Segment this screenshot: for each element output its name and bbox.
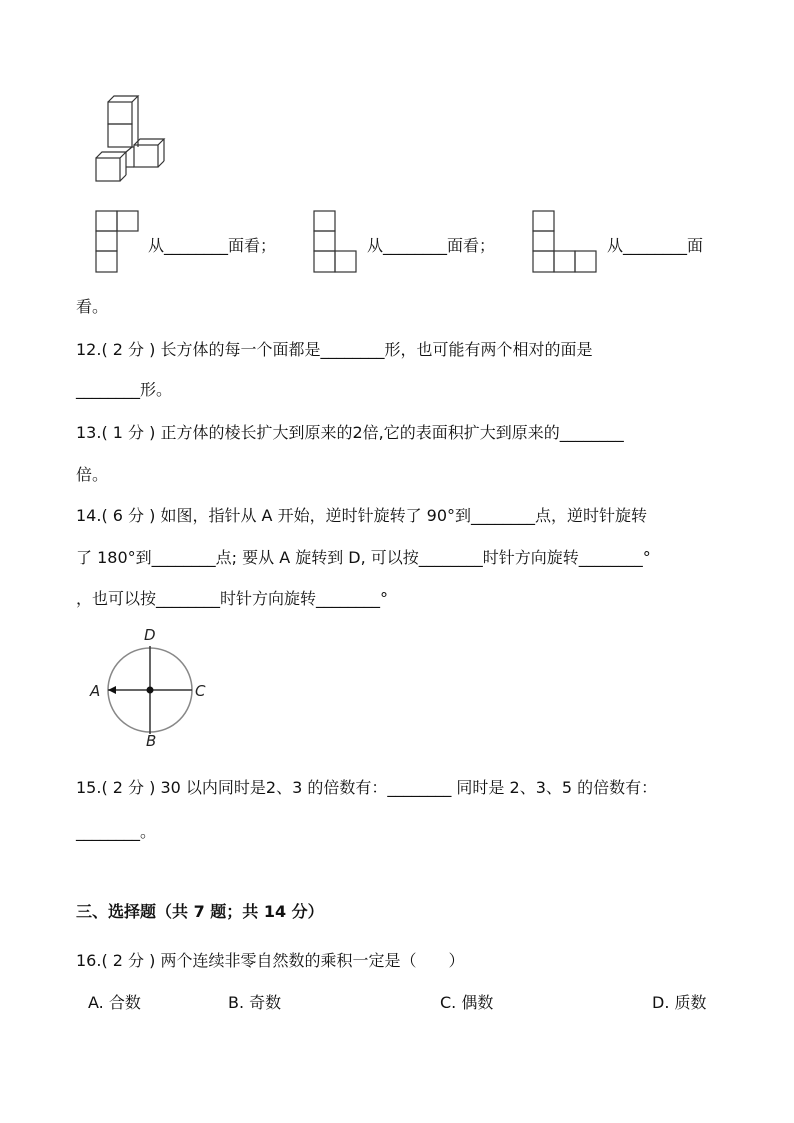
dial-label-c: C (195, 682, 206, 700)
question-13-line-2: 倍。 (76, 465, 109, 484)
answer-blank: ________ (623, 236, 688, 255)
option-c[interactable]: C. 偶数 (440, 993, 494, 1012)
from-word: 从 (607, 236, 624, 255)
question-15-line-2: ________。 (76, 822, 157, 841)
answer-blank: ________ (164, 236, 229, 255)
view-3-text (607, 233, 703, 256)
dial-label-d: D (144, 626, 156, 644)
dial-figure (88, 626, 218, 748)
view-figure-1 (95, 210, 141, 274)
view-figure-2 (313, 210, 359, 274)
view-figure-3 (532, 210, 600, 274)
from-word: 从 (367, 236, 384, 255)
views-continuation: 看。 (76, 297, 109, 316)
question-14-line-3: ，也可以按________时针方向旋转________° (76, 589, 389, 608)
question-15-line-1: 15.( 2 分 ) 30 以内同时是2、3 的倍数有：________ 同时是 2、3、5 的倍数有： (76, 778, 658, 797)
section-3-heading: 三、选择题（共 7 题；共 14 分） (76, 902, 324, 921)
option-d[interactable]: D. 质数 (652, 993, 707, 1012)
option-a[interactable]: A. 合数 (88, 993, 141, 1012)
face-last-text: 面 (687, 236, 704, 255)
question-14-line-1: 14.( 6 分 ) 如图，指针从 A 开始，逆时针旋转了 90°到________点，逆时针旋转 (76, 506, 648, 525)
question-12-line-1: 12.( 2 分 ) 长方体的每一个面都是________形，也可能有两个相对的面是 (76, 340, 593, 359)
question-12-line-2: ________形。 (76, 380, 173, 399)
view-1-text (148, 233, 276, 256)
dial-label-a: A (90, 682, 101, 700)
view-2-text (367, 233, 495, 256)
face-see-text: 面看； (447, 236, 496, 255)
from-word: 从 (148, 236, 165, 255)
option-b[interactable]: B. 奇数 (228, 993, 282, 1012)
question-16-text: 16.( 2 分 ) 两个连续非零自然数的乘积一定是（ ） (76, 951, 465, 970)
cube-stack-figure (90, 92, 165, 184)
answer-blank: ________ (383, 236, 448, 255)
face-see-text: 面看； (228, 236, 277, 255)
dial-label-b: B (146, 732, 157, 750)
question-13-line-1: 13.( 1 分 ) 正方体的棱长扩大到原来的2倍,它的表面积扩大到原来的________ (76, 423, 624, 442)
question-14-line-2: 了 180°到________点; 要从 A 旋转到 D, 可以按________时针方向旋转________° (76, 548, 651, 567)
